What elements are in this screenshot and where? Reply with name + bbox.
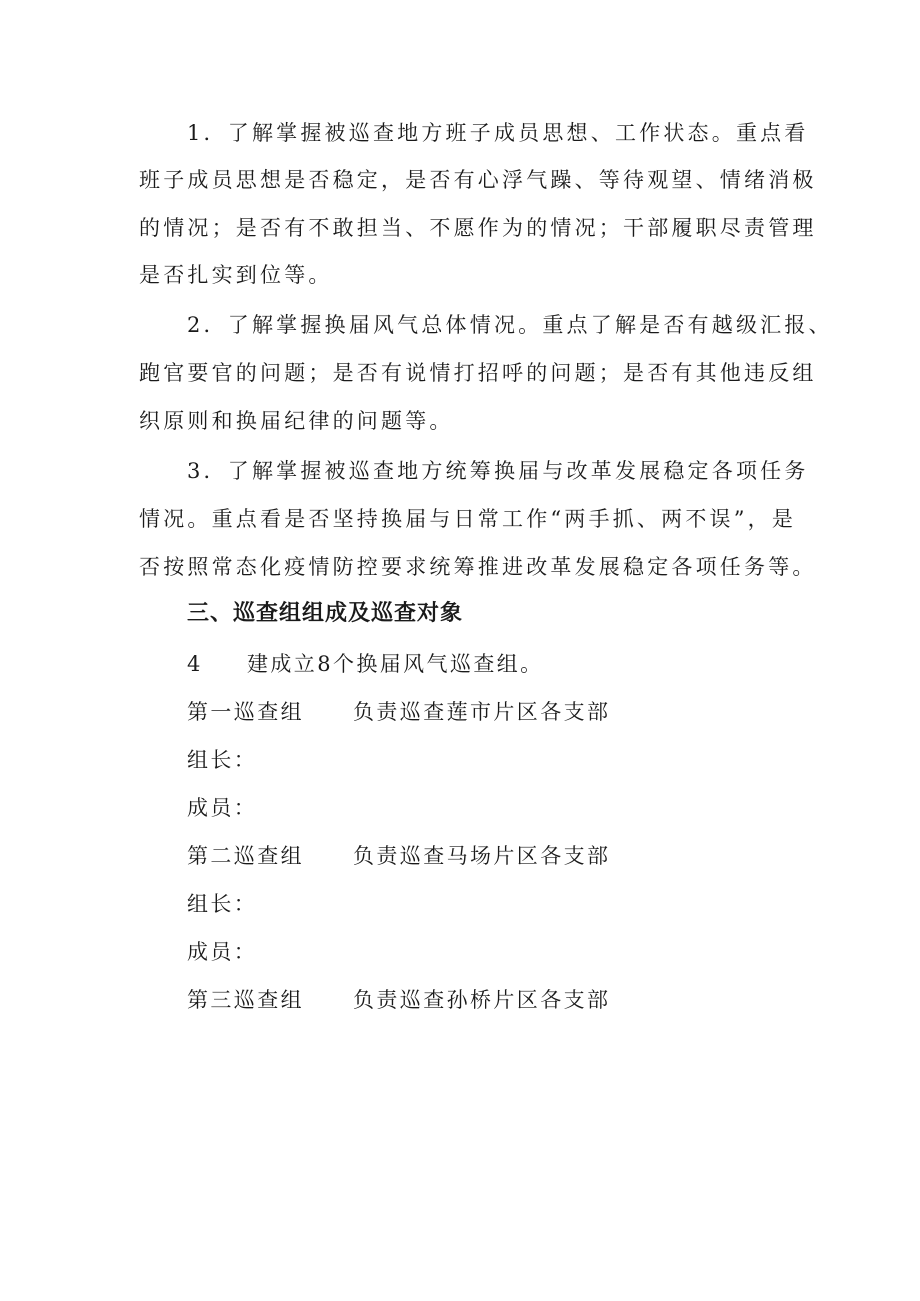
intro-line [187,649,544,679]
item1-line-4: 是否扎实到位等。 [139,263,333,287]
item1-line-2: 班子成员思想是否稳定，是否有心浮气躁、等待观望、情绪消极 [139,168,817,192]
item2-line-2: 跑官要官的问题；是否有说情打招呼的问题；是否有其他违反组 [139,361,817,385]
group-3-scope: 负责巡查孙桥片区各支部 [353,988,611,1012]
group-2-members-label: 成员： [187,940,258,964]
item2-line-1: 2．了解掌握换届风气总体情况。重点了解是否有越级汇报、 [187,313,833,337]
intro-number: 4 [187,652,203,676]
section-heading: 三、巡查组组成及巡查对象 [187,601,464,626]
item3-line-3: 否按照常态化疫情防控要求统筹推进改革发展稳定各项任务等。 [139,555,817,579]
group-1-name: 第一巡查组 [187,700,304,724]
group-1-members-label: 成员： [187,796,258,820]
item3-line-2: 情况。重点看是否坚持换届与日常工作“两手抓、两不误”，是 [139,507,797,531]
item3-line-1: 3．了解掌握被巡查地方统筹换届与改革发展稳定各项任务 [187,459,809,483]
item1-line-3: 的情况；是否有不敢担当、不愿作为的情况；干部履职尽责管理 [139,216,817,240]
group-2-leader-label: 组长： [187,892,258,916]
group-2-scope: 负责巡查马场片区各支部 [353,844,611,868]
group-2-name: 第二巡查组 [187,844,304,868]
group-1-scope: 负责巡查莲市片区各支部 [353,700,611,724]
group-2-row [187,841,611,871]
item2-line-3: 织原则和换届纪律的问题等。 [139,409,454,433]
intro-text: 建成立8个换届风气巡查组。 [247,652,544,676]
group-3-name: 第三巡查组 [187,988,304,1012]
group-1-row [187,697,611,727]
group-1-leader-label: 组长： [187,748,258,772]
item1-line-1: 1．了解掌握被巡查地方班子成员思想、工作状态。重点看 [187,121,809,145]
group-3-row [187,985,611,1015]
